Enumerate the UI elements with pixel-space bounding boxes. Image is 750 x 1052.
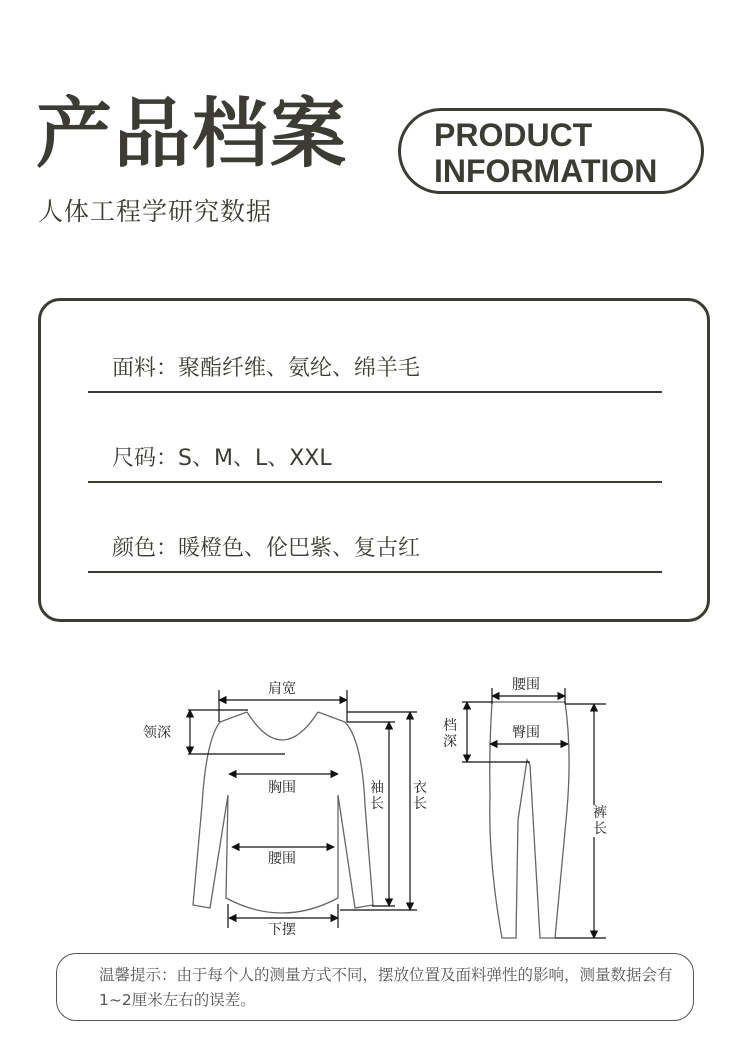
info-row-sizes bbox=[88, 437, 662, 483]
measurement-note-box bbox=[56, 953, 694, 1021]
hip-label: 臀围 bbox=[512, 725, 540, 741]
info-row-fabric bbox=[88, 347, 662, 393]
chest-label: 胸围 bbox=[268, 780, 296, 796]
pants-length-label: 裤长 bbox=[593, 805, 607, 837]
size-measurement-diagram bbox=[0, 660, 750, 950]
neck-depth-label: 领深 bbox=[143, 725, 171, 741]
page-title: 产品档案 bbox=[36, 89, 348, 178]
pants-waist-label: 腰围 bbox=[512, 677, 540, 693]
colors-text: 颜色：暖橙色、伦巴紫、复古红 bbox=[112, 536, 421, 561]
product-info-box bbox=[38, 298, 710, 622]
badge-line-2: INFORMATION bbox=[434, 153, 658, 189]
measurement-note-text: 温馨提示：由于每个人的测量方式不同，摆放位置及面料弹性的影响，测量数据会有1~2厘米左右的误差。 bbox=[99, 966, 673, 1009]
top-garment-outline bbox=[193, 712, 373, 913]
sizes-text: 尺码：S、M、L、XXL bbox=[112, 446, 332, 471]
sleeve-length-label: 袖长 bbox=[370, 780, 384, 812]
product-information-badge bbox=[398, 108, 704, 194]
shoulder-width-label: 肩宽 bbox=[268, 681, 296, 697]
page-subtitle: 人体工程学研究数据 bbox=[38, 197, 273, 226]
top-waist-label: 腰围 bbox=[268, 851, 296, 867]
crotch-depth-label: 档深 bbox=[443, 718, 457, 750]
fabric-text: 面料：聚酯纤维、氨纶、绵羊毛 bbox=[112, 356, 421, 381]
info-row-colors bbox=[88, 527, 662, 573]
top-length-label: 衣长 bbox=[413, 780, 427, 812]
hem-label: 下摆 bbox=[268, 922, 296, 938]
badge-line-1: PRODUCT bbox=[434, 117, 593, 153]
